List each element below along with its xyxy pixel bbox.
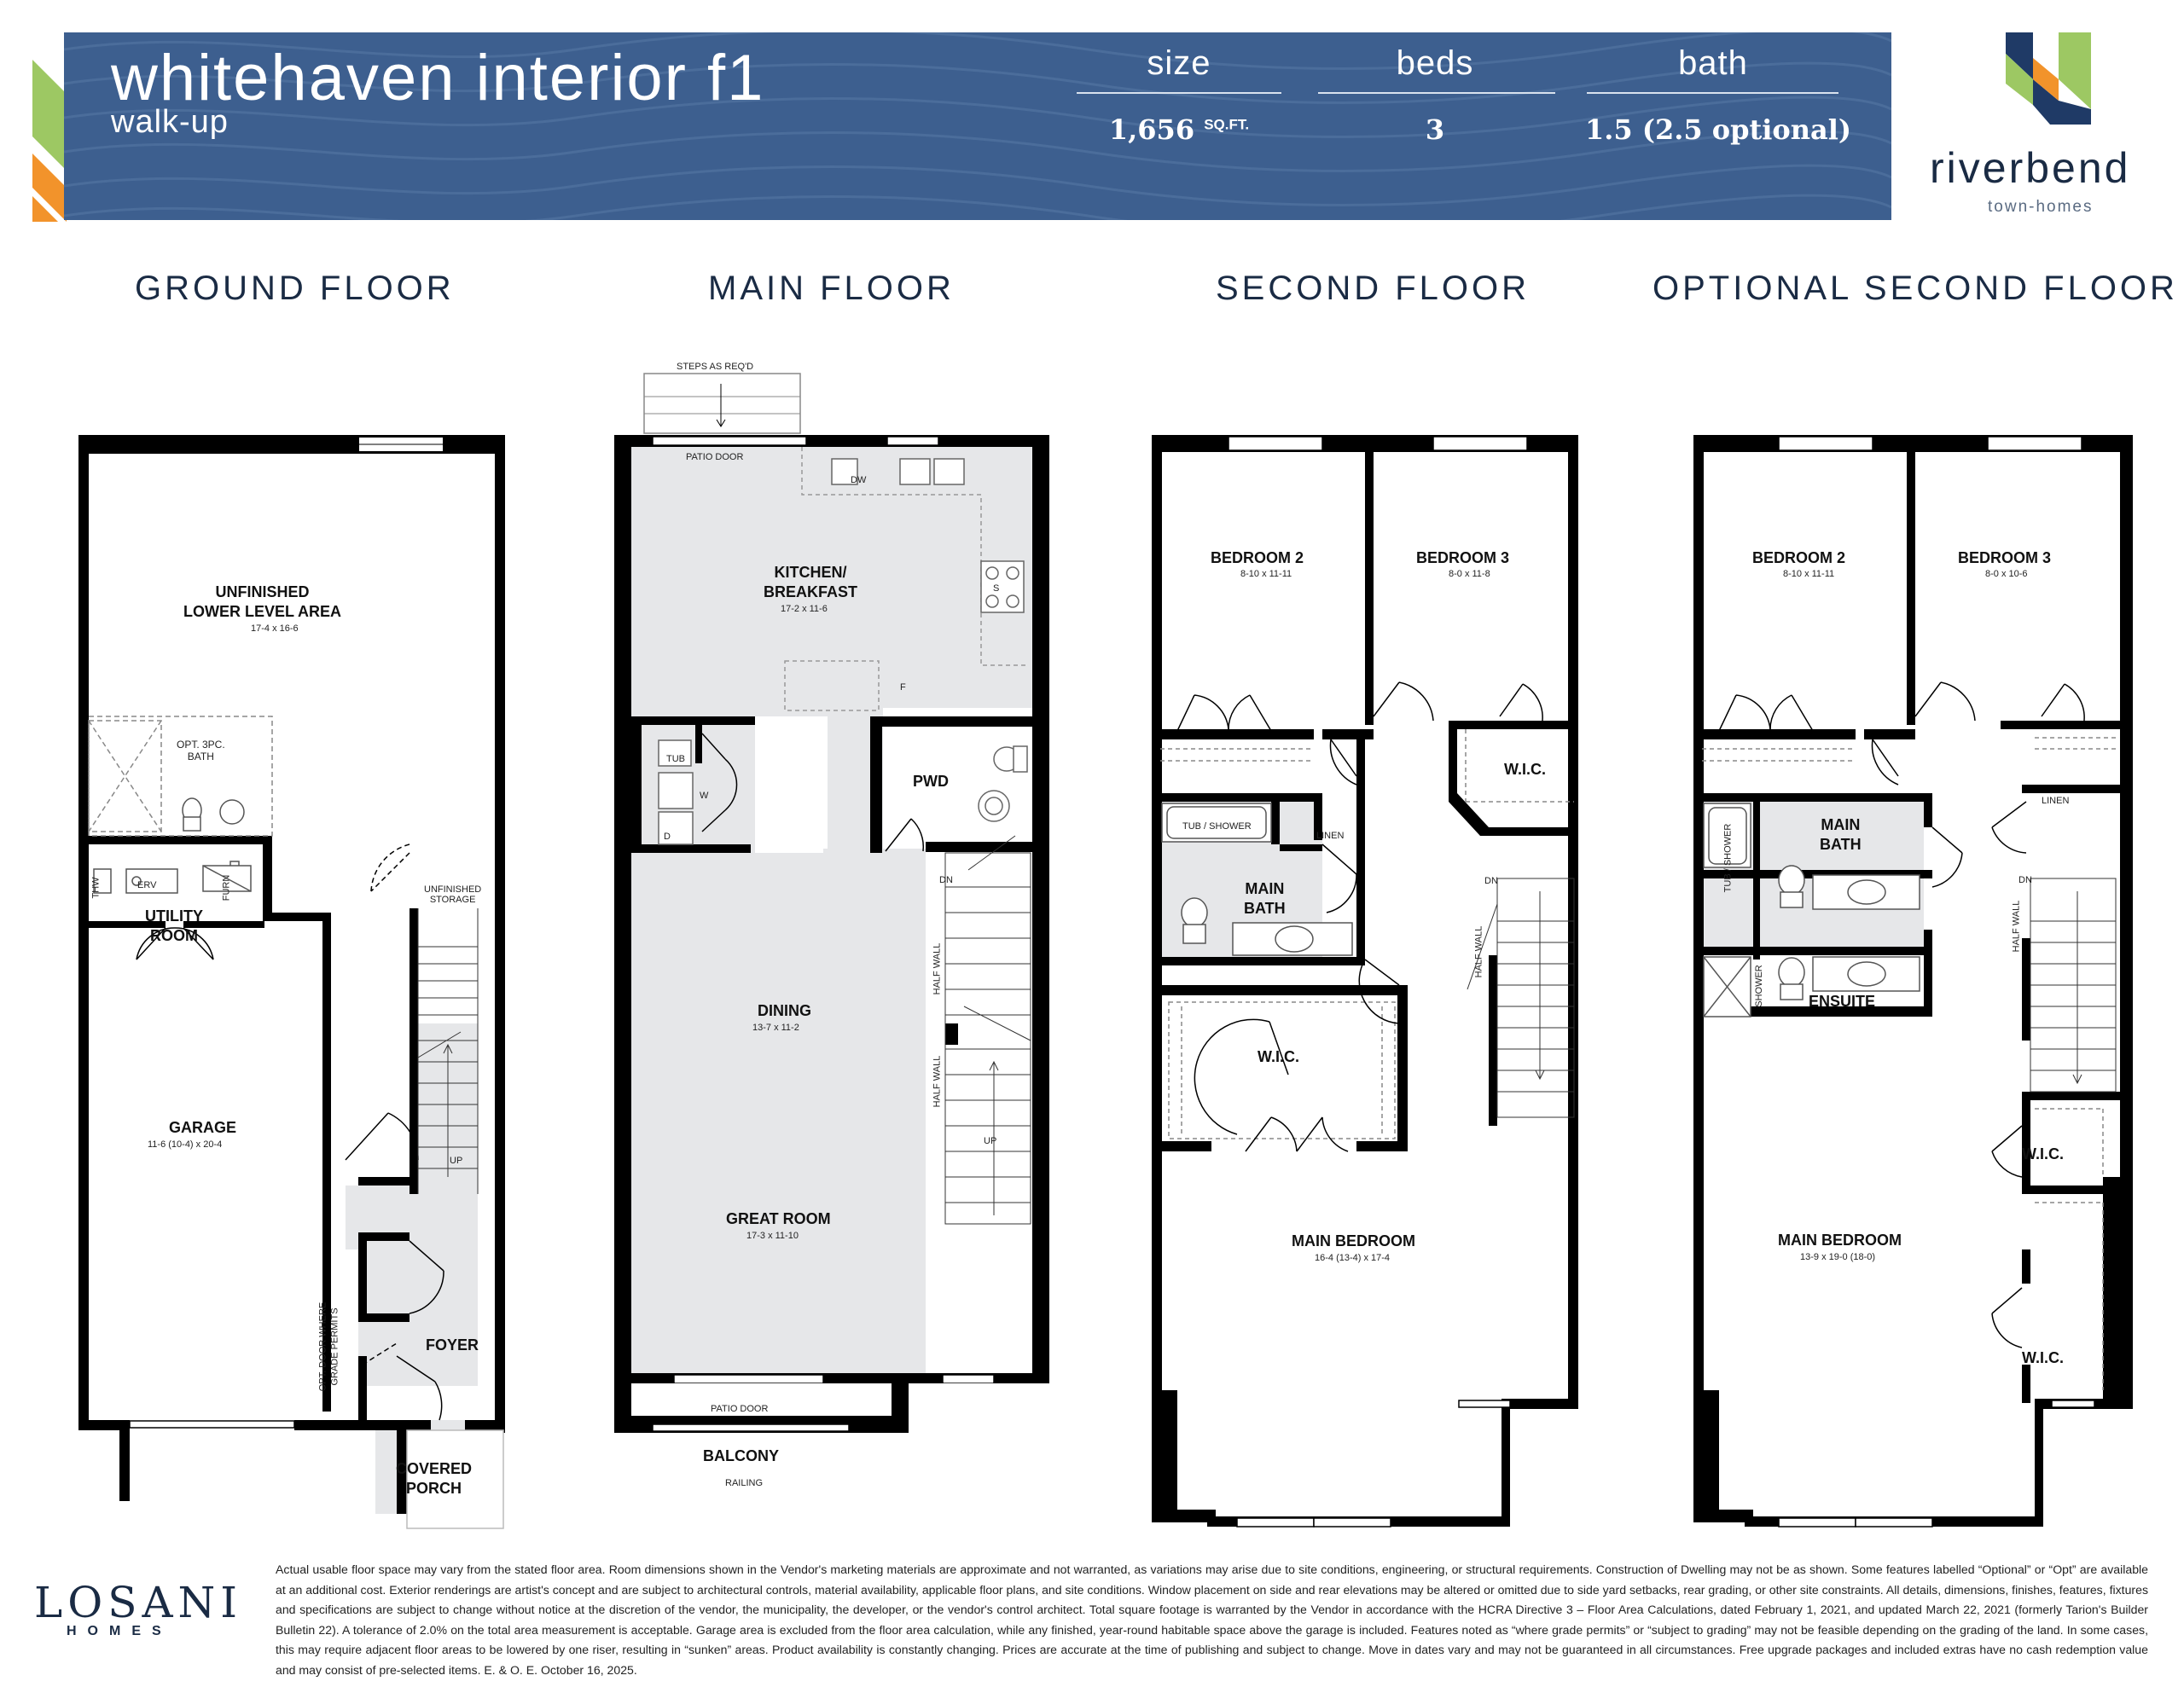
beds-label: beds bbox=[1396, 44, 1474, 82]
balcony-name: BALCONY bbox=[703, 1447, 779, 1464]
covered-porch-name: COVERED PORCH bbox=[396, 1460, 473, 1497]
tub-shower-label: TUB / SHOWER bbox=[1182, 821, 1252, 832]
wic-lower-name: W.I.C. bbox=[1258, 1048, 1299, 1065]
bedroom-3-dim: 8-0 x 11-8 bbox=[1449, 569, 1490, 579]
main-stairs-dn-label: DN bbox=[939, 875, 953, 885]
bath-divider bbox=[1587, 92, 1838, 94]
ground-stairs-up-label: UP bbox=[450, 1156, 463, 1166]
bath-value: 1.5 (2.5 optional) bbox=[1585, 113, 1852, 146]
kitchen-dim: 17-2 x 11-6 bbox=[781, 604, 828, 614]
bedroom-2-dim: 8-10 x 11-11 bbox=[1240, 569, 1292, 579]
main-bedroom-name: MAIN BEDROOM bbox=[1292, 1232, 1415, 1249]
opt-bedroom-3-dim: 8-0 x 10-6 bbox=[1985, 569, 2028, 579]
plan-subtitle: walk-up bbox=[111, 104, 229, 140]
tub-label: TUB bbox=[666, 754, 685, 764]
builder-logo-sub: HOMES bbox=[67, 1624, 172, 1638]
unfinished-lower-level-dim: 17-4 x 16-6 bbox=[251, 623, 299, 634]
riverbend-logo-icon bbox=[1999, 32, 2093, 126]
beds-divider bbox=[1318, 92, 1555, 94]
kitchen-name: KITCHEN/ BREAKFAST bbox=[764, 564, 858, 600]
washer-label: W bbox=[700, 791, 709, 801]
opt-door-note: OPT. DOOR WHERE GRADE PERMITS bbox=[317, 1301, 340, 1392]
bedroom-3-name: BEDROOM 3 bbox=[1416, 549, 1510, 566]
opt-stairs-dn-label: DN bbox=[2018, 875, 2032, 885]
bedroom-2-name: BEDROOM 2 bbox=[1211, 549, 1304, 566]
disclaimer-text: Actual usable floor space may vary from the stated floor area. Room dimensions shown in the Vendor's marketing materials are approximate and not warranted, as variations may arise due to site conditions, engineering, or structural requirements. Construction of Dwelling may not be as shown. Some features labelled “Optional” or “Opt” are available at an additional cost. Exterior renderings are artist's concept and are subject to architectural controls, material availability, applicable floor plans, and site conditions. Window placement on side and rear elevations may be altered or omitted due to side yard setbacks, rear grading, or other site constraints. All details, dimensions, finishes, features, fixtures and specifications are subject to change without notice at the discretion of the vendor, the municipality, the developer, or the vendor's control architect. Total square footage is warranted by the Vendor in accordance with the HCRA Directive 3 – Floor Area Calculations, dated February 1, 2021, and updated March 22, 2021 (formerly Tarion's Builder Bulletin 22). A tolerance of 2.0% on the total area measurement is acceptable. Garage area is excluded from the floor area calculation, while any finished, year-round habitable space above the garage is included. Features noted as “where grade permits” or “subject to grading” may not be feasible depending on the grading of the land. In some cases, this may require adjacent floor areas to be lowered by one riser, resulting in “sunken” areas. Product availability is constantly changing. Prices are accurate at the time of publishing and subject to change. Move in dates vary and may not be guaranteed in all circumstances. Free upgrade packages and included extras have no cash redemption value and may consist of pre-selected items. E. & O. E. October 16, 2025. bbox=[276, 1562, 2148, 1677]
wic-upper-name: W.I.C. bbox=[1504, 761, 1546, 778]
main-floor-title: MAIN FLOOR bbox=[708, 270, 955, 307]
opt-bedroom-2-name: BEDROOM 2 bbox=[1752, 549, 1846, 566]
beds-value: 3 bbox=[1425, 113, 1445, 146]
size-value: 1,656 $^{SQ.FT.}$ bbox=[1108, 113, 1250, 146]
opt-bath-label: OPT. 3PC. BATH bbox=[177, 739, 225, 762]
dining-name: DINING bbox=[758, 1002, 811, 1019]
patio-door-bottom-label: PATIO DOOR bbox=[711, 1404, 769, 1414]
garage-dim: 11-6 (10-4) x 20-4 bbox=[148, 1139, 223, 1150]
furn-label: FURN bbox=[221, 874, 232, 901]
shower-label: SHOWER bbox=[1753, 965, 1764, 1007]
opt-wic-upper-name: W.I.C. bbox=[2022, 1145, 2064, 1162]
second-floor-title: SECOND FLOOR bbox=[1216, 270, 1531, 307]
ground-floor-title: GROUND FLOOR bbox=[135, 270, 455, 307]
unfinished-storage-label: UNFINISHED STORAGE bbox=[424, 884, 482, 905]
builder-logo-name: LOSANI bbox=[34, 1578, 243, 1627]
opt-main-bedroom-name: MAIN BEDROOM bbox=[1778, 1232, 1902, 1249]
opt-linen-label: LINEN bbox=[2042, 796, 2070, 806]
great-room-name: GREAT ROOM bbox=[726, 1210, 831, 1227]
second-half-wall-label: HALF WALL bbox=[1473, 925, 1484, 978]
brand-tagline: town-homes bbox=[1988, 198, 2094, 216]
linen-label: LINEN bbox=[1316, 831, 1345, 841]
main-bath-name: MAIN BATH bbox=[1244, 880, 1286, 917]
dishwasher-label: DW bbox=[851, 475, 867, 485]
main-floor-plan bbox=[606, 358, 1049, 1510]
foyer-name: FOYER bbox=[426, 1336, 479, 1354]
opt-wic-lower-name: W.I.C. bbox=[2022, 1349, 2064, 1366]
size-divider bbox=[1077, 92, 1281, 94]
erv-label: ERV bbox=[137, 880, 157, 890]
second-stairs-dn-label: DN bbox=[1484, 876, 1498, 886]
opt-main-bedroom-dim: 13-9 x 19-0 (18-0) bbox=[1800, 1252, 1876, 1262]
ensuite-name: ENSUITE bbox=[1809, 993, 1876, 1010]
bath-label: bath bbox=[1678, 44, 1748, 82]
brand-name: riverbend bbox=[1930, 144, 2131, 192]
opt-bedroom-2-dim: 8-10 x 11-11 bbox=[1783, 569, 1835, 579]
main-bedroom-dim: 16-4 (13-4) x 17-4 bbox=[1315, 1253, 1391, 1263]
plan-title: whitehaven interior f1 bbox=[111, 42, 765, 114]
patio-door-top-label: PATIO DOOR bbox=[686, 452, 744, 462]
dryer-label: D bbox=[664, 832, 671, 842]
unfinished-lower-level-name: UNFINISHED LOWER LEVEL AREA bbox=[183, 583, 342, 620]
opt-main-bath-name: MAIN BATH bbox=[1820, 816, 1862, 853]
garage-name: GARAGE bbox=[169, 1119, 237, 1136]
great-room-dim: 17-3 x 11-10 bbox=[746, 1231, 799, 1241]
utility-room-name: UTILITY ROOM bbox=[145, 907, 203, 944]
second-floor-plan bbox=[1143, 426, 1587, 1535]
main-stairs-up-label: UP bbox=[984, 1136, 997, 1146]
opt-tub-shower-label: TUB / SHOWER bbox=[1722, 823, 1734, 893]
fridge-label: F bbox=[900, 682, 906, 693]
steps-label: STEPS AS REQ'D bbox=[677, 362, 754, 372]
opt-bedroom-3-name: BEDROOM 3 bbox=[1958, 549, 2052, 566]
opt-half-wall-label: HALF WALL bbox=[2011, 900, 2022, 953]
thw-label: THW bbox=[90, 877, 102, 899]
size-label: size bbox=[1147, 44, 1211, 82]
dining-dim: 13-7 x 11-2 bbox=[752, 1023, 799, 1033]
half-wall-upper-label: HALF WALL bbox=[932, 942, 943, 995]
stove-label: S bbox=[993, 583, 1000, 594]
powder-room-name: PWD bbox=[913, 773, 949, 790]
half-wall-lower-label: HALF WALL bbox=[932, 1055, 943, 1108]
optional-second-floor-title: OPTIONAL SECOND FLOOR bbox=[1653, 270, 2178, 307]
railing-label: RAILING bbox=[725, 1478, 764, 1488]
size-unit: SQ.FT. bbox=[1204, 116, 1250, 133]
